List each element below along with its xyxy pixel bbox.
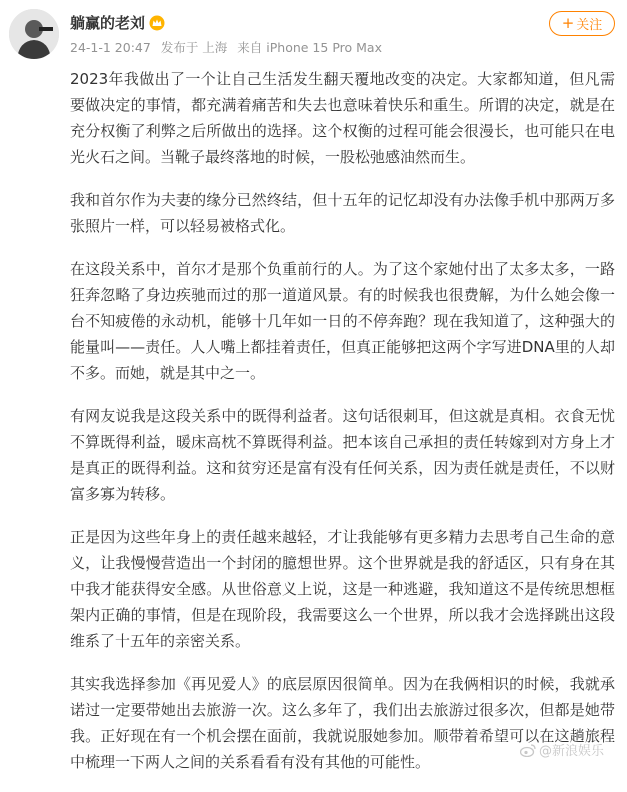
avatar-photo-icon	[9, 9, 59, 59]
watermark	[520, 740, 604, 759]
post-paragraph: 我和首尔作为夫妻的缘分已然终结，但十五年的记忆却没有办法像手机中那两万多张照片一样，可以轻易被格式化。	[70, 191, 615, 235]
post-paragraph: 其实我选择参加《再见爱人》的底层原因很简单。因为在我俩相识的时候，我就承诺过一定要带她出去旅游一次。这么多年了，我们出去旅游过很多次，但都是她带我。正好现在有一个机会摆在面前，我就说服她参加。顺带着希望可以在这趟旅程中梳理一下两人之间的关系看看有没有其他的可能性。	[70, 675, 615, 771]
post-paragraph: 有网友说我是这段关系中的既得利益者。这句话很刺耳，但这就是真相。衣食无忧不算既得利益，暖床高枕不算既得利益。把本该自己承担的责任转嫁到对方身上才是真正的既得利益。这和贫穷还是富有没有任何关系，因为责任就是责任，不以财富多寡为转移。	[70, 407, 615, 503]
follow-button[interactable]	[549, 11, 615, 36]
plus-icon: +	[561, 14, 575, 32]
post-meta	[70, 38, 388, 56]
vip-crown-icon	[149, 15, 165, 31]
follow-label: 关注	[576, 18, 603, 33]
post-location: 发布于 上海	[160, 40, 228, 55]
post-paragraph: 在这段关系中，首尔才是那个负重前行的人。为了这个家她付出了太多太多，一路狂奔忽略了身边疾驰而过的那一道道风景。有的时候我也很费解，为什么她会像一台不知疲倦的永动机，能够十几年如一日的不停奔跑？现在我知道了，这种强大的能量叫——责任。人人嘴上都挂着责任，但真正能够把这两个字写进DNA里的人却不多。而她，就是其中之一。	[70, 260, 615, 382]
username-row	[70, 12, 165, 33]
post-paragraph: 2023年我做出了一个让自己生活发生翻天覆地改变的决定。大家都知道，但凡需要做决定的事情，都充满着痛苦和失去也意味着快乐和重生。所谓的决定，就是在充分权衡了利弊之后所做出的选择。这个权衡的过程可能会很漫长，也可能只在电光火石之间。当靴子最终落地的时候，一股松弛感油然而生。	[70, 70, 615, 166]
post-timestamp[interactable]: 24-1-1 20:47	[70, 40, 151, 55]
post-source: 来自 iPhone 15 Pro Max	[237, 40, 382, 55]
watermark-text: @新浪娱乐	[539, 744, 605, 759]
post-body	[70, 66, 615, 792]
post-header	[0, 0, 627, 62]
avatar[interactable]	[9, 9, 59, 59]
weibo-logo-icon	[520, 743, 536, 757]
username[interactable]: 躺赢的老刘	[70, 14, 146, 32]
post-paragraph: 正是因为这些年身上的责任越来越轻，才让我能够有更多精力去思考自己生命的意义，让我慢慢营造出一个封闭的臆想世界。这个世界就是我的舒适区，只有身在其中我才能获得安全感。从世俗意义上说，这是一种逃避，我知道这不是传统思想框架内正确的事情，但是在现阶段，我需要这么一个世界，所以我才会选择跳出这段维系了十五年的亲密关系。	[70, 528, 615, 650]
